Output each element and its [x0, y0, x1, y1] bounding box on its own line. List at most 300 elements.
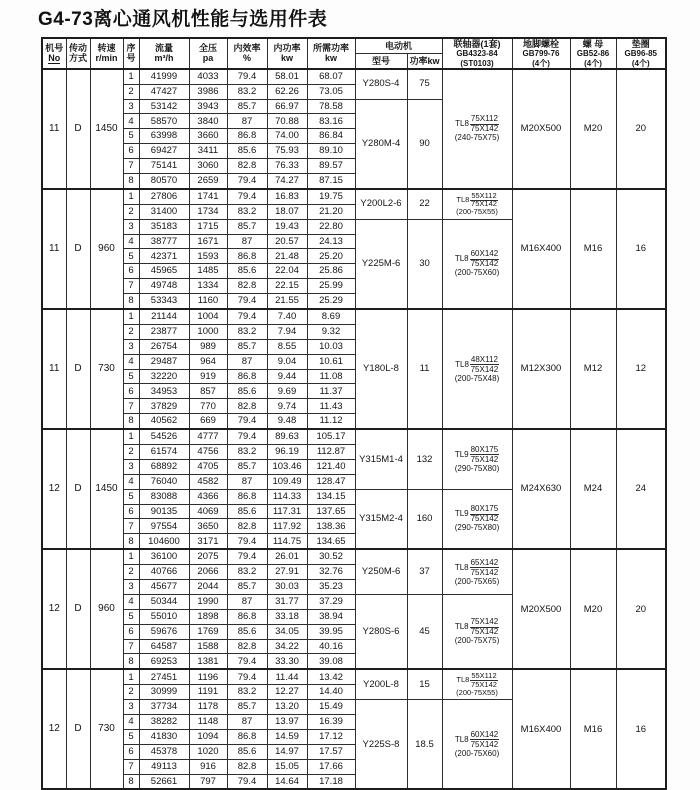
- flow-cell: 49113: [139, 759, 189, 774]
- flow-cell: 68892: [139, 459, 189, 474]
- efficiency-cell: 86.8: [227, 729, 267, 744]
- internal-power-cell: 16.83: [267, 189, 307, 204]
- internal-power-cell: 66.97: [267, 99, 307, 114]
- flow-cell: 30999: [139, 685, 189, 700]
- pressure-cell: 1741: [189, 189, 227, 204]
- nut-cell: M20: [570, 549, 616, 669]
- required-power-cell: 25.86: [307, 264, 355, 279]
- efficiency-cell: 85.7: [227, 459, 267, 474]
- efficiency-cell: 85.7: [227, 99, 267, 114]
- coupling-type: TL8: [455, 359, 469, 369]
- required-power-cell: 78.58: [307, 99, 355, 114]
- pressure-cell: 1769: [189, 624, 227, 639]
- data-row: [42, 669, 666, 684]
- data-row: [42, 549, 666, 564]
- pressure-cell: 1000: [189, 324, 227, 339]
- seq-cell: 8: [123, 654, 139, 669]
- required-power-cell: 121.40: [307, 459, 355, 474]
- efficiency-cell: 79.4: [227, 189, 267, 204]
- coupling-size-fraction: $\frac{80X175}{75X142}$: [470, 504, 499, 524]
- required-power-cell: 21.20: [307, 204, 355, 219]
- motor-power-cell: 132: [407, 429, 442, 489]
- efficiency-cell: 85.6: [227, 264, 267, 279]
- internal-power-cell: 114.75: [267, 534, 307, 549]
- coupling-type: TL8: [456, 194, 470, 204]
- efficiency-cell: 85.6: [227, 144, 267, 159]
- coupling-size-fraction: $\frac{75X112}{75X142}$: [470, 114, 499, 134]
- seq-cell: 7: [123, 639, 139, 654]
- pressure-cell: 4069: [189, 504, 227, 519]
- coupling-cell: [442, 669, 512, 699]
- required-power-cell: 9.32: [307, 324, 355, 339]
- pressure-cell: 1381: [189, 654, 227, 669]
- required-power-cell: 13.42: [307, 669, 355, 684]
- speed-cell: 730: [90, 309, 123, 429]
- seq-cell: 8: [123, 534, 139, 549]
- efficiency-cell: 86.8: [227, 249, 267, 264]
- header-motor-group: 电动机: [355, 38, 442, 53]
- coupling-type: TL8: [454, 734, 469, 744]
- flow-cell: 21144: [139, 309, 189, 324]
- seq-cell: 7: [123, 519, 139, 534]
- coupling-cell: [442, 309, 512, 429]
- efficiency-cell: 82.8: [227, 279, 267, 294]
- header-seq: 序 号: [123, 38, 139, 69]
- flow-cell: 37734: [139, 700, 189, 715]
- flow-cell: 37829: [139, 399, 189, 414]
- flow-cell: 58570: [139, 114, 189, 129]
- pressure-cell: 797: [189, 774, 227, 789]
- internal-power-cell: 117.31: [267, 504, 307, 519]
- required-power-cell: 68.07: [307, 69, 355, 84]
- pressure-cell: 3060: [189, 159, 227, 174]
- motor-power-cell: 160: [407, 489, 442, 549]
- drive-mode-cell: D: [66, 549, 90, 669]
- pressure-cell: 1196: [189, 669, 227, 684]
- machine-no-cell: 11: [42, 69, 66, 189]
- coupling-size-fraction: $\frac{55X112}{75X142}$: [471, 671, 497, 689]
- flow-cell: 36100: [139, 549, 189, 564]
- motor-model-cell: Y200L-8: [355, 669, 407, 699]
- efficiency-cell: 87: [227, 715, 267, 730]
- required-power-cell: 11.08: [307, 369, 355, 384]
- internal-power-cell: 21.55: [267, 294, 307, 309]
- washer-cell: 16: [616, 669, 666, 789]
- pressure-cell: 1588: [189, 639, 227, 654]
- required-power-cell: 86.84: [307, 129, 355, 144]
- coupling-note: (290-75X80): [454, 523, 500, 533]
- seq-cell: 2: [123, 84, 139, 99]
- flow-cell: 49748: [139, 279, 189, 294]
- efficiency-cell: 79.4: [227, 173, 267, 188]
- required-power-cell: 8.69: [307, 309, 355, 324]
- pressure-cell: 989: [189, 339, 227, 354]
- coupling-type: TL8: [455, 119, 469, 129]
- flow-cell: 80570: [139, 173, 189, 188]
- seq-cell: 3: [123, 459, 139, 474]
- required-power-cell: 11.43: [307, 399, 355, 414]
- coupling-cell: [442, 429, 512, 489]
- flow-cell: 26754: [139, 339, 189, 354]
- efficiency-cell: 82.8: [227, 159, 267, 174]
- flow-cell: 29487: [139, 354, 189, 369]
- motor-model-cell: Y250M-6: [355, 549, 407, 594]
- seq-cell: 8: [123, 173, 139, 188]
- seq-cell: 1: [123, 309, 139, 324]
- required-power-cell: 128.47: [307, 474, 355, 489]
- efficiency-cell: 79.4: [227, 294, 267, 309]
- flow-cell: 23877: [139, 324, 189, 339]
- pressure-cell: 1334: [189, 279, 227, 294]
- required-power-cell: 17.57: [307, 744, 355, 759]
- seq-cell: 7: [123, 759, 139, 774]
- coupling-note: (290-75X80): [454, 463, 500, 473]
- efficiency-cell: 85.7: [227, 339, 267, 354]
- internal-power-cell: 14.64: [267, 774, 307, 789]
- internal-power-cell: 14.59: [267, 729, 307, 744]
- required-power-cell: 17.18: [307, 774, 355, 789]
- motor-power-cell: 18.5: [407, 700, 442, 790]
- internal-power-cell: 89.63: [267, 429, 307, 444]
- header-machine-no-line1: 机号: [45, 43, 64, 54]
- flow-cell: 64587: [139, 639, 189, 654]
- seq-cell: 4: [123, 474, 139, 489]
- seq-cell: 1: [123, 189, 139, 204]
- internal-power-cell: 117.92: [267, 519, 307, 534]
- efficiency-cell: 82.8: [227, 639, 267, 654]
- flow-cell: 40766: [139, 565, 189, 580]
- coupling-size-fraction: $\frac{55X112}{75X142}$: [471, 190, 497, 209]
- flow-cell: 40562: [139, 414, 189, 429]
- coupling-note: (200-75X48): [454, 373, 500, 383]
- header-efficiency: 内效率 %: [227, 38, 267, 69]
- data-row: [42, 69, 666, 84]
- required-power-cell: 137.65: [307, 504, 355, 519]
- pressure-cell: 2066: [189, 565, 227, 580]
- motor-model-cell: Y200L2-6: [355, 189, 407, 219]
- internal-power-cell: 18.07: [267, 204, 307, 219]
- machine-no-cell: 12: [42, 429, 66, 549]
- required-power-cell: 38.94: [307, 609, 355, 624]
- internal-power-cell: 74.27: [267, 173, 307, 188]
- flow-cell: 53142: [139, 99, 189, 114]
- pressure-cell: 4777: [189, 429, 227, 444]
- internal-power-cell: 34.05: [267, 624, 307, 639]
- motor-model-cell: Y315M1-4: [355, 429, 407, 489]
- efficiency-cell: 79.4: [227, 669, 267, 684]
- internal-power-cell: 76.33: [267, 159, 307, 174]
- motor-model-cell: Y180L-8: [355, 309, 407, 429]
- header-internal-power: 内功率 kw: [267, 38, 307, 69]
- flow-cell: 69253: [139, 654, 189, 669]
- machine-no-cell: 11: [42, 189, 66, 309]
- pressure-cell: 1094: [189, 729, 227, 744]
- efficiency-cell: 85.7: [227, 700, 267, 715]
- motor-power-cell: 37: [407, 549, 442, 594]
- required-power-cell: 24.13: [307, 234, 355, 249]
- required-power-cell: 22.80: [307, 219, 355, 234]
- anchor-bolt-cell: M20X500: [512, 549, 570, 669]
- coupling-cell: [442, 189, 512, 219]
- seq-cell: 7: [123, 279, 139, 294]
- coupling-note: (240-75X75): [454, 133, 500, 143]
- coupling-type: TL8: [454, 254, 469, 264]
- flow-cell: 76040: [139, 474, 189, 489]
- required-power-cell: 40.16: [307, 639, 355, 654]
- seq-cell: 1: [123, 669, 139, 684]
- pressure-cell: 3840: [189, 114, 227, 129]
- efficiency-cell: 83.2: [227, 84, 267, 99]
- header-coupling: 联轴器(1套) GB4323-84 (ST0103): [442, 38, 512, 69]
- pressure-cell: 4582: [189, 474, 227, 489]
- pressure-cell: 1004: [189, 309, 227, 324]
- pressure-cell: 4756: [189, 444, 227, 459]
- internal-power-cell: 26.01: [267, 549, 307, 564]
- internal-power-cell: 27.91: [267, 565, 307, 580]
- data-row: [42, 429, 666, 444]
- seq-cell: 6: [123, 384, 139, 399]
- efficiency-cell: 79.4: [227, 534, 267, 549]
- seq-cell: 4: [123, 354, 139, 369]
- pressure-cell: 857: [189, 384, 227, 399]
- coupling-type: TL9: [454, 509, 469, 519]
- required-power-cell: 134.65: [307, 534, 355, 549]
- coupling-cell: [442, 700, 512, 790]
- seq-cell: 5: [123, 729, 139, 744]
- efficiency-cell: 82.8: [227, 399, 267, 414]
- speed-cell: 960: [90, 549, 123, 669]
- seq-cell: 5: [123, 489, 139, 504]
- internal-power-cell: 7.40: [267, 309, 307, 324]
- washer-cell: 20: [616, 69, 666, 189]
- internal-power-cell: 9.48: [267, 414, 307, 429]
- coupling-type: TL8: [454, 622, 469, 632]
- internal-power-cell: 8.55: [267, 339, 307, 354]
- seq-cell: 7: [123, 159, 139, 174]
- internal-power-cell: 20.57: [267, 234, 307, 249]
- pressure-cell: 1191: [189, 685, 227, 700]
- seq-cell: 1: [123, 69, 139, 84]
- efficiency-cell: 87: [227, 354, 267, 369]
- seq-cell: 8: [123, 774, 139, 789]
- motor-model-cell: Y280M-4: [355, 99, 407, 189]
- efficiency-cell: 85.6: [227, 384, 267, 399]
- nut-cell: M16: [570, 189, 616, 309]
- drive-mode-cell: D: [66, 669, 90, 789]
- internal-power-cell: 22.15: [267, 279, 307, 294]
- internal-power-cell: 21.48: [267, 249, 307, 264]
- flow-cell: 27451: [139, 669, 189, 684]
- pressure-cell: 669: [189, 414, 227, 429]
- required-power-cell: 112.87: [307, 444, 355, 459]
- seq-cell: 2: [123, 204, 139, 219]
- nut-cell: M12: [570, 309, 616, 429]
- coupling-cell: [442, 549, 512, 594]
- flow-cell: 59676: [139, 624, 189, 639]
- pressure-cell: 916: [189, 759, 227, 774]
- efficiency-cell: 87: [227, 474, 267, 489]
- internal-power-cell: 62.26: [267, 84, 307, 99]
- motor-model-cell: Y280S-4: [355, 69, 407, 99]
- pressure-cell: 919: [189, 369, 227, 384]
- pressure-cell: 964: [189, 354, 227, 369]
- pressure-cell: 3171: [189, 534, 227, 549]
- flow-cell: 41999: [139, 69, 189, 84]
- header-nut: 螺 母 GB52-86 (4个): [570, 38, 616, 69]
- coupling-size-fraction: $\frac{80X175}{75X142}$: [470, 444, 499, 464]
- pressure-cell: 1020: [189, 744, 227, 759]
- seq-cell: 2: [123, 444, 139, 459]
- efficiency-cell: 79.4: [227, 429, 267, 444]
- efficiency-cell: 79.4: [227, 549, 267, 564]
- seq-cell: 6: [123, 504, 139, 519]
- flow-cell: 32220: [139, 369, 189, 384]
- flow-cell: 55010: [139, 609, 189, 624]
- internal-power-cell: 9.74: [267, 399, 307, 414]
- data-row: [42, 189, 666, 204]
- pressure-cell: 3650: [189, 519, 227, 534]
- flow-cell: 41830: [139, 729, 189, 744]
- efficiency-cell: 79.4: [227, 414, 267, 429]
- coupling-size-fraction: $\frac{60X142}{75X142}$: [470, 249, 499, 269]
- required-power-cell: 25.29: [307, 294, 355, 309]
- internal-power-cell: 34.22: [267, 639, 307, 654]
- flow-cell: 52661: [139, 774, 189, 789]
- flow-cell: 27806: [139, 189, 189, 204]
- internal-power-cell: 58.01: [267, 69, 307, 84]
- header-required-power: 所需功率 kw: [307, 38, 355, 69]
- internal-power-cell: 114.33: [267, 489, 307, 504]
- header-pressure: 全压 pa: [189, 38, 227, 69]
- flow-cell: 61574: [139, 444, 189, 459]
- flow-cell: 75141: [139, 159, 189, 174]
- efficiency-cell: 79.4: [227, 69, 267, 84]
- drive-mode-cell: D: [66, 429, 90, 549]
- flow-cell: 90135: [139, 504, 189, 519]
- required-power-cell: 138.36: [307, 519, 355, 534]
- seq-cell: 5: [123, 249, 139, 264]
- required-power-cell: 32.76: [307, 565, 355, 580]
- seq-cell: 3: [123, 339, 139, 354]
- internal-power-cell: 9.04: [267, 354, 307, 369]
- internal-power-cell: 70.88: [267, 114, 307, 129]
- seq-cell: 6: [123, 144, 139, 159]
- required-power-cell: 11.37: [307, 384, 355, 399]
- pressure-cell: 3411: [189, 144, 227, 159]
- pressure-cell: 3660: [189, 129, 227, 144]
- internal-power-cell: 15.05: [267, 759, 307, 774]
- required-power-cell: 17.12: [307, 729, 355, 744]
- speed-cell: 1450: [90, 69, 123, 189]
- header-flow: 流量 m³/h: [139, 38, 189, 69]
- seq-cell: 8: [123, 294, 139, 309]
- required-power-cell: 16.39: [307, 715, 355, 730]
- internal-power-cell: 11.44: [267, 669, 307, 684]
- coupling-size-fraction: $\frac{60X142}{75X142}$: [470, 729, 499, 749]
- header-anchor-bolt: 地脚螺栓 GB799-76 (4个): [512, 38, 570, 69]
- internal-power-cell: 19.43: [267, 219, 307, 234]
- efficiency-cell: 85.6: [227, 624, 267, 639]
- page-title: G4-73离心通风机性能与选用件表: [38, 9, 328, 30]
- coupling-cell: [442, 489, 512, 549]
- coupling-note: (200-75X75): [454, 636, 500, 646]
- washer-cell: 24: [616, 429, 666, 549]
- internal-power-cell: 13.97: [267, 715, 307, 730]
- efficiency-cell: 87: [227, 594, 267, 609]
- motor-power-cell: 45: [407, 594, 442, 669]
- internal-power-cell: 33.30: [267, 654, 307, 669]
- drive-mode-cell: D: [66, 69, 90, 189]
- motor-power-cell: 11: [407, 309, 442, 429]
- washer-cell: 16: [616, 189, 666, 309]
- motor-model-cell: Y315M2-4: [355, 489, 407, 549]
- seq-cell: 1: [123, 429, 139, 444]
- efficiency-cell: 83.2: [227, 444, 267, 459]
- pressure-cell: 4033: [189, 69, 227, 84]
- required-power-cell: 25.20: [307, 249, 355, 264]
- efficiency-cell: 83.2: [227, 204, 267, 219]
- seq-cell: 2: [123, 685, 139, 700]
- efficiency-cell: 79.4: [227, 654, 267, 669]
- seq-cell: 1: [123, 549, 139, 564]
- anchor-bolt-cell: M16X400: [512, 189, 570, 309]
- pressure-cell: 770: [189, 399, 227, 414]
- pressure-cell: 1148: [189, 715, 227, 730]
- pressure-cell: 4705: [189, 459, 227, 474]
- header-motor-model: 型号: [355, 53, 407, 68]
- internal-power-cell: 9.44: [267, 369, 307, 384]
- required-power-cell: 35.23: [307, 580, 355, 595]
- internal-power-cell: 74.00: [267, 129, 307, 144]
- required-power-cell: 89.10: [307, 144, 355, 159]
- required-power-cell: 10.03: [307, 339, 355, 354]
- required-power-cell: 30.52: [307, 549, 355, 564]
- seq-cell: 6: [123, 264, 139, 279]
- speed-cell: 960: [90, 189, 123, 309]
- coupling-note: (200-75X55): [456, 687, 498, 697]
- flow-cell: 31400: [139, 204, 189, 219]
- motor-model-cell: Y280S-6: [355, 594, 407, 669]
- required-power-cell: 73.05: [307, 84, 355, 99]
- motor-model-cell: Y225M-6: [355, 219, 407, 309]
- seq-cell: 4: [123, 594, 139, 609]
- efficiency-cell: 79.4: [227, 309, 267, 324]
- pressure-cell: 1485: [189, 264, 227, 279]
- header-machine-no-line2: No: [48, 53, 61, 64]
- efficiency-cell: 86.8: [227, 129, 267, 144]
- flow-cell: 45965: [139, 264, 189, 279]
- required-power-cell: 105.17: [307, 429, 355, 444]
- anchor-bolt-cell: M20X500: [512, 69, 570, 189]
- pressure-cell: 2659: [189, 173, 227, 188]
- motor-power-cell: 90: [407, 99, 442, 189]
- motor-power-cell: 30: [407, 219, 442, 309]
- seq-cell: 7: [123, 399, 139, 414]
- speed-cell: 1450: [90, 429, 123, 549]
- motor-power-cell: 15: [407, 669, 442, 699]
- coupling-note: (200-75X65): [454, 576, 500, 586]
- internal-power-cell: 75.93: [267, 144, 307, 159]
- internal-power-cell: 14.97: [267, 744, 307, 759]
- efficiency-cell: 86.8: [227, 369, 267, 384]
- pressure-cell: 2044: [189, 580, 227, 595]
- required-power-cell: 14.40: [307, 685, 355, 700]
- efficiency-cell: 82.8: [227, 519, 267, 534]
- seq-cell: 6: [123, 624, 139, 639]
- flow-cell: 69427: [139, 144, 189, 159]
- required-power-cell: 39.08: [307, 654, 355, 669]
- flow-cell: 38777: [139, 234, 189, 249]
